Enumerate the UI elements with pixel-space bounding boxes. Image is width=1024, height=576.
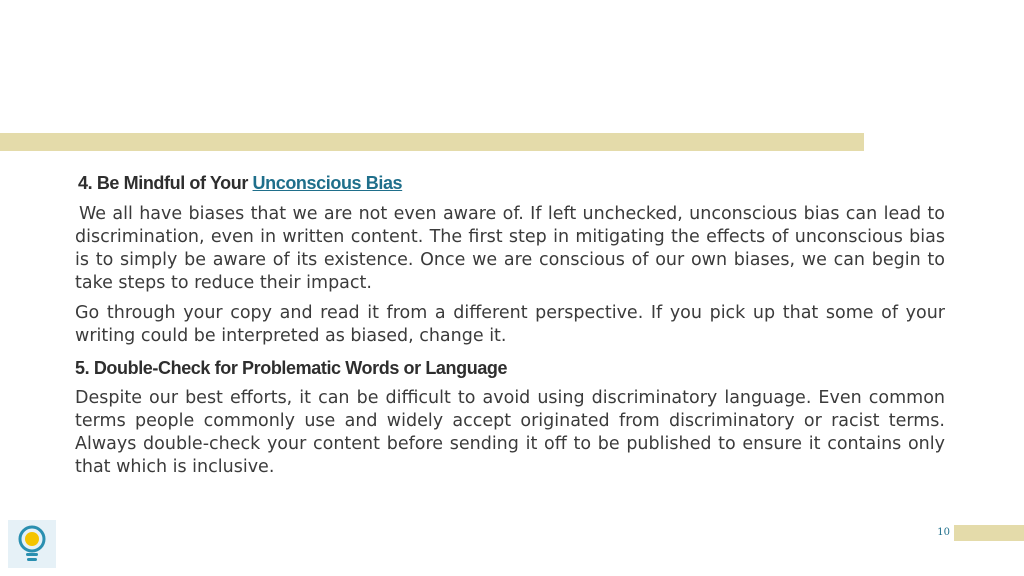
section-5-heading: 5. Double-Check for Problematic Words or Language — [75, 358, 508, 378]
unconscious-bias-link[interactable]: Unconscious Bias — [252, 173, 403, 193]
section-4-paragraph-1: We all have biases that we are not even aware of. If left unchecked, unconscious bias can lead to discrimination, even in written content. The first step in mitigating the effects of unconscious bias is to simply be aware of its existence. Once we are conscious of our own biases, we can begin to take steps to reduce their impact. — [75, 204, 945, 293]
slide-content — [75, 170, 945, 486]
section-4-paragraph-2: Go through your copy and read it from a different perspective. If you pick up that some of your writing could be interpreted as biased, change it. — [75, 303, 945, 346]
lightbulb-icon — [16, 525, 48, 563]
page-number: 10 — [937, 527, 950, 538]
section-4-heading — [75, 170, 945, 196]
bottom-decorative-band — [954, 525, 1024, 541]
section-4-heading-text: 4. Be Mindful of Your — [78, 173, 253, 193]
top-decorative-band — [0, 133, 864, 151]
logo — [8, 520, 56, 568]
section-5-paragraph: Despite our best efforts, it can be difficult to avoid using discriminatory language. Even common terms people commonly use and widely accept originated from discriminatory or racist terms. Always double-check your content before sending it off to be published to ensure it contains only that which is inclusive. — [75, 388, 945, 477]
